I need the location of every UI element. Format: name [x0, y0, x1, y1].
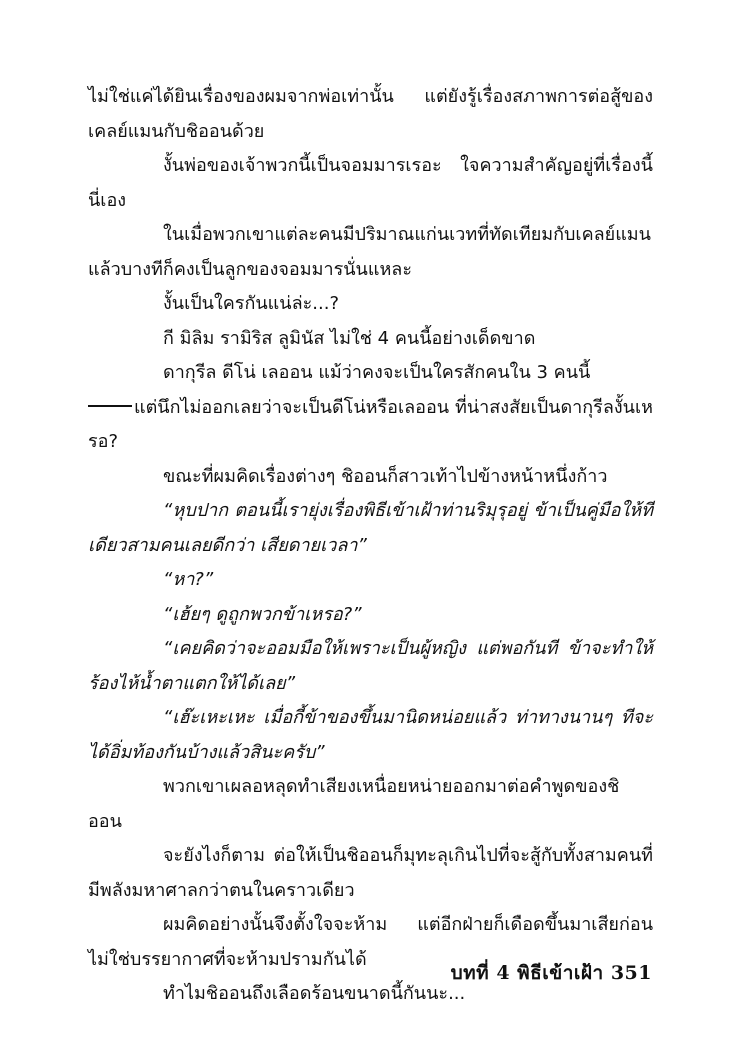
paragraph-7	[88, 391, 653, 460]
em-dash-rule	[88, 405, 132, 407]
dialogue-1: “หุบปาก ตอนนี้เรายุ่งเรื่องพิธีเข้าเฝ้าท่านริมุรุอยู่ ข้าเป็นคู่มือให้ทีเดียวสามคนเลยดีกว่า เสียดายเวลา”	[88, 500, 653, 556]
paragraph-14: พวกเขาเผลอหลุดทำเสียงเหนื่อยหน่ายออกมาต่อคำพูดของชิออน	[88, 776, 620, 832]
paragraph-8: ขณะที่ผมคิดเรื่องต่างๆ ชิออนก็สาวเท้าไปข้างหน้าหนึ่งก้าว	[163, 465, 608, 487]
paragraph-5: กี มิลิม รามิริส ลูมินัส ไม่ใช่ 4 คนนี้อย่างเด็ดขาด	[163, 327, 536, 349]
paragraph-7-text: แต่นึกไม่ออกเลยว่าจะเป็นดีโน่หรือเลออน ที่น่าสงสัยเป็นดากุรีลงั้นเหรอ?	[88, 396, 653, 452]
paragraph-16: ผมคิดอย่างนั้นจึงตั้งใจจะห้าม แต่อีกฝ่ายก็เดือดขึ้นมาเสียก่อน ไม่ใช่บรรยากาศที่จะห้ามปรามกันได้	[88, 914, 653, 970]
dialogue-2: “หา?”	[163, 569, 214, 590]
paragraph-4: งั้นเป็นใครกันแน่ล่ะ...?	[163, 293, 340, 314]
page-footer: บทที่ 4 พิธีเข้าเฝ้า 351	[450, 962, 652, 984]
dialogue-5: “เฮ๊ะเหะเหะ เมื่อกี้ข้าของขึ้นมานิดหน่อยแล้ว ท่าทางนานๆ ทีจะได้อิ่มท้องกันบ้างแล้วสินะครับ”	[88, 707, 653, 763]
paragraph-2: งั้นพ่อของเจ้าพวกนี้เป็นจอมมารเรอะ ใจความสำคัญอยู่ที่เรื่องนี้นี่เอง	[88, 155, 653, 211]
paragraph-15: จะยังไงก็ตาม ต่อให้เป็นชิออนก็มุทะลุเกินไปที่จะสู้กับทั้งสามคนที่มีพลังมหาศาลกว่าตนในคราวเดียว	[88, 845, 653, 901]
page-body	[88, 80, 653, 1012]
paragraph-1: ไม่ใช่แค่ได้ยินเรื่องของผมจากพ่อเท่านั้น แต่ยังรู้เรื่องสภาพการต่อสู้ของเคลย์แมนกับชิออนด้วย	[88, 86, 653, 142]
paragraph-3: ในเมื่อพวกเขาแต่ละคนมีปริมาณแก่นเวทที่ทัดเทียมกับเคลย์แมน แล้วบางทีก็คงเป็นลูกของจอมมารนั่นแหละ	[88, 224, 651, 280]
dialogue-3: “เฮ้ยๆ ดูถูกพวกข้าเหรอ?”	[163, 603, 362, 625]
paragraph-17: ทำไมชิออนถึงเลือดร้อนขนาดนี้กันนะ...	[163, 983, 466, 1004]
dialogue-4: “เคยคิดว่าจะออมมือให้เพราะเป็นผู้หญิง แต่พอกันที ข้าจะทำให้ร้องไห้น้ำตาแตกให้ได้เลย”	[88, 638, 653, 694]
paragraph-6: ดากุรีล ดีโน่ เลออน แม้ว่าคงจะเป็นใครสักคนใน 3 คนนี้	[163, 362, 591, 383]
